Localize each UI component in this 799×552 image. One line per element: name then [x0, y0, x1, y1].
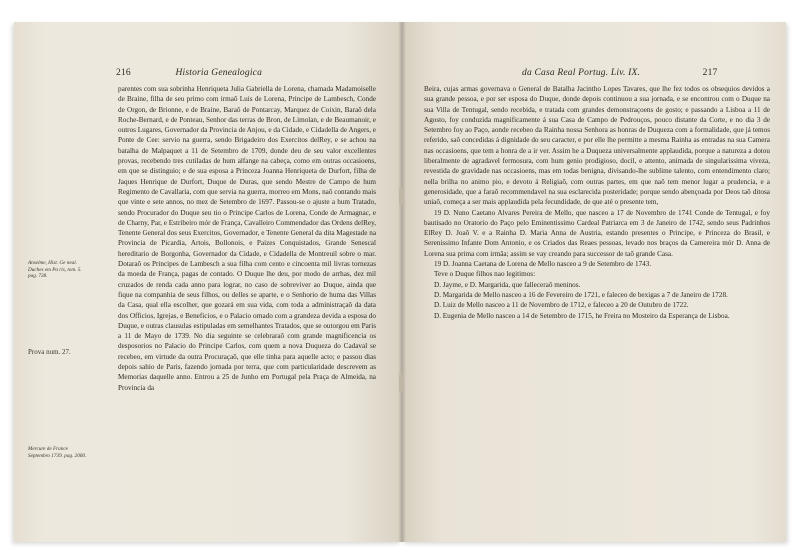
left-running-title: Historia Genealogica	[175, 68, 263, 78]
left-paragraph: parentes com sua sobrinha Henriqueta Julia Gabriella de Lorena, chamada Madamoiselle de Braine, filha de seu primo com irmaõ Luis de Lorena, Principe de Lambesch, Conde de Orgon, de Brionne, e de Braine, Baraõ de Pontarcay, Marquez de Coixin, Baraõ dela Roche-Bernard, e de Ponteau, Senhor das terras de Bron, de Limolan, e de Beaumanoir, e outros Lugares, Governador da Provincia de Anjou, e da Cidade, e Cidadella de Angers, e Ponte de Cee: servio na guerra, sendo Brigadeiro dos Exercitos delRey, e se achou na batalha de Malpaquet a 11 de Setembro de 1709, donde deu de seu valor excellentes provas, recebendo tres cutiladas de hum alfange na cabeça, como em outras occasioens, em que se distinguio; e de sua esposa a Princeza Joanna Henriqueta de Durfort, filha de Jaques Henrique de Durfort, Duque de Duras, que sendo Mestre de Campo de hum Regimento de Cavallaria, com que servia na guerra, morreo em Mons, naõ contando mais que vinte e sete annos, no mez de Setembro de 1697. Passou-se o ajuste a hum Tratado, sendo Procurador do Duque seu tio o Principe Carlos de Lorena, Conde de Armagnac, e de Charny, Par, e Estribeiro mór de França, Cavalleiro Commendador das Ordens delRey, Tenente General dos seus Exercitos, Governador, e Tenente General da dita Magestade na Provincia de Picardia, Artois, Bollonois, e Paizes Conquistados, Grande Senescal hereditario de Borgonha, Governador da Cidade, e Cidadella de Montreuil sobre o mar. Dotaraõ os Principes de Lambesch a sua filha com cento e cincoenta mil livras tornezas da moeda de França, pagas de contado. O Duque lhe deu, por modo de arrhas, dez mil cruzados de renda cada anno para lograr, no caso de sobreviver ao Duque, ainda que fique na companhia de seus filhos, ou delles se aparte, e o Senhorio de huma das Villas da Casa, qual ella escolher, que gozará em sua vida, com toda a administraçaõ da data dos Officios, Igrejas, e Beneficios, e o Palacio ornado com a grandeza devida a esposa do Duque, e outras clausulas estipuladas em semelhantes Tratados, que se outorgou em Paris a 11 de Mayo de 1739. No dia seguinte se celebraraõ com grande magnificencia os desposorios no Palacio do Principe Carlos, com quem a nova Duqueza do Cadaval se recebeo, em virtude da outra Procuraçaõ, que elle tinha para aquelle acto; e passou dias depois sahio de Paris, fazendo jornada por terra, que com particularidade descrevem as Memorias daquelle anno. Entrou a 25 de Junho em Portugal pela Praça de Almeida, na Provincia da	[118, 85, 377, 392]
right-paragraph-5: D. Jayme, e D. Margarida, que falleceraõ meninos.	[434, 280, 581, 289]
right-page	[402, 22, 786, 542]
binding-stitch	[399, 188, 403, 206]
right-paragraph-4: Teve o Duque filhos nao legitimos:	[434, 270, 536, 279]
right-paragraph-8: D. Eugenia de Mello nasceo a 14 de Setembro de 1715, he Freira no Mosteiro da Esperança de Lisboa.	[434, 311, 730, 320]
right-paragraph-7: D. Luiz de Mello nasceo a 11 de Novembro de 1712, e faleceo a 20 de Outubro de 1722.	[434, 301, 689, 310]
binding-stitch	[399, 374, 403, 392]
right-paragraph-6: D. Margarida de Mello nasceo a 16 de Fevereiro de 1721, e faleceo de bexigas a 7 de Janeiro de 1728.	[434, 290, 728, 299]
left-page-number: 216	[116, 68, 131, 78]
right-running-title: da Casa Real Portug. Liv. IX.	[522, 68, 641, 78]
left-page-body	[118, 84, 376, 393]
right-paragraph-2: 19 D. Nuno Caetano Alvares Pereira de Mello, que nasceo a 17 de Novembro de 1741 Conde de Tentugal, e foy bautisado no Oratorio do Paço pelo Eminentissimo Cardeal Patriarca em 3 de Janeiro de 1742, sendo seus Padrinhos ElRey D. Joaõ V. e a Rainha D. Maria Anna de Austria, estando presentes o Principe, e Princeza do Brasil, e Serenissimo Infante Dom Antonio, e os Criados das Reaes pessoas, levado nos braços da Camereira mór D. Anna de Lorena sua prima com irmãa; assim se vay creando para successor de taõ grande Casa.	[424, 208, 770, 258]
open-book	[14, 22, 786, 542]
margin-note-anselme: Anselme, Hist. Ge neal. Duches em Pa ris, tom. 5. pag. 738.	[28, 260, 82, 280]
right-paragraph-3: 19 D. Joanna Caetana de Lorena de Mello nasceo a 9 de Setembro de 1743.	[434, 260, 652, 269]
right-paragraph-1: Beira, cujas armas governava o General de Batalha Jacintho Lopes Tavares, que lhe fez todos os obsequios devidos a sua grande pessoa, e por ser esposa do Duque, donde depois continuou a sua jornada, e se encontrou com o Duque na sua Villa de Tentugal, sendo recebida, e tratada com grandes demonstraçoens de gosto; e passando a Lisboa a 11 de Agosto, foy conduzida magnificamente á sua Casa de Campo de Pedrouços, pouco distante da Corte, e no dia 3 de Setembro foy ao Paço, aonde recebeo da Rainha nossa Senhora as honras de Duqueza com a formalidade, que já temos referido, saõ concedidas á dignidade do seu caracter, e por elle lhe permitte a mesma Rainha as entradas na sua Camera nas occasioens, que tem a honra de a ir ver. Assim he a Duqueza universalmente applaudida, porque a natureza a dotou liberalmente de agradavel fermosura, com hum genio prodigioso, docil, e attento, animada de singularissima viveza, revestida de gravidade nas occasioens, mas em todas benigna, divisando-lhe sublime talento, com entendimento claro; nella brilha no animo pio, e devoto á Religiaõ, com outras partes, em que naõ tem menor lugar a prudencia, e a generosidade, que a faraõ recommendavel na sua esclarecida posteridade; porque sendo abençoada por Deos taõ ditosa uniaõ, começa a ser mais applaudida pela fecundidade, de que até o presente tem,	[424, 85, 770, 207]
right-page-header	[522, 68, 762, 78]
right-page-number: 217	[702, 68, 718, 78]
margin-note-prova: Prova num. 27.	[28, 348, 71, 356]
left-page-header	[116, 68, 376, 78]
right-page-body	[424, 84, 770, 321]
left-page	[14, 22, 402, 542]
margin-note-mercure: Mercure de France Septembro 1739. pag. 2060.	[28, 446, 87, 459]
